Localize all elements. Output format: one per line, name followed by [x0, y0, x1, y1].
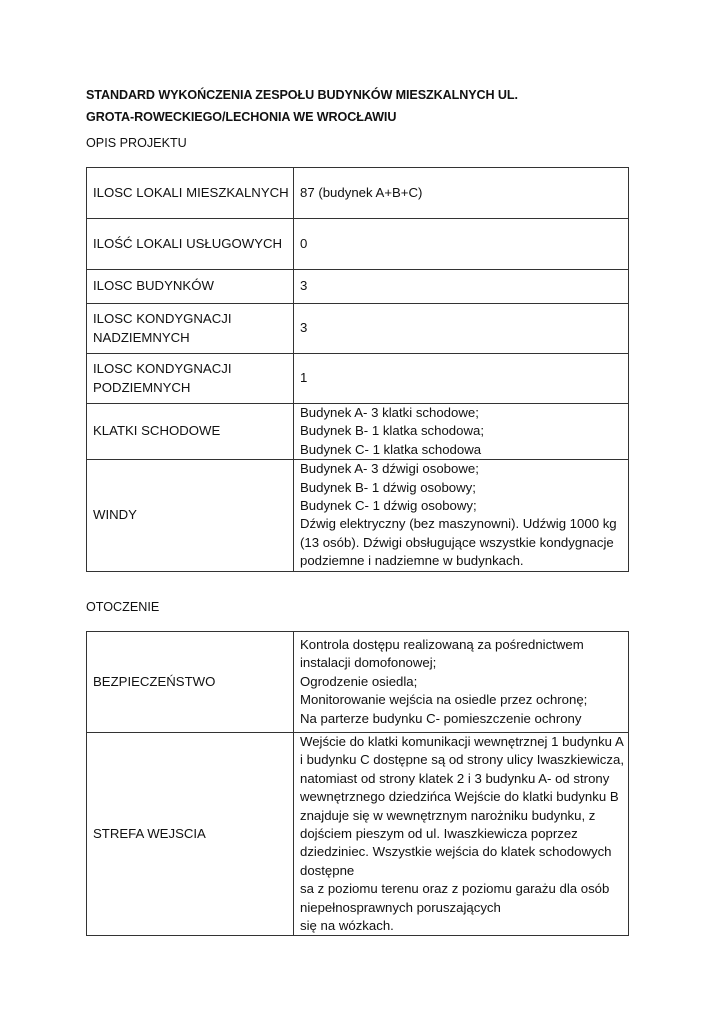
value-line: Budynek C- 1 klatka schodowa — [300, 441, 482, 457]
table-row — [87, 632, 629, 733]
table-row — [87, 168, 629, 219]
value-line: Wejście do klatki komunikacji wewnętrznej 1 budynku A i budynku C dostępne są od strony ulicy Iwaszkiewicza, natomiast od strony klatek 2 i 3 budynku A- od strony wewnętrznego dziedzińca Wejście do klatki budynku B znajduje się w wewnętrznym narożniku budynku, z dojściem pieszym od ul. Iwaszkiewicza poprzez dziedziniec. Wszystkie wejścia do klatek schodowych dostępne — [300, 734, 624, 878]
project-description-table — [86, 167, 629, 572]
row-value — [294, 404, 629, 460]
row-label: BEZPIECZEŃSTWO — [87, 632, 294, 733]
section-heading-otoczenie: OTOCZENIE — [86, 600, 160, 614]
row-value: 3 — [294, 270, 629, 304]
table-row — [87, 460, 629, 571]
table-row — [87, 404, 629, 460]
value-line: Na parterze budynku C- pomieszczenie ochrony — [300, 710, 582, 726]
value-line: Budynek B- 1 klatka schodowa; — [300, 423, 484, 439]
table-row — [87, 219, 629, 270]
table-row — [87, 270, 629, 304]
surroundings-table — [86, 631, 629, 936]
value-line: Monitorowanie wejścia na osiedle przez ochronę; — [300, 692, 588, 708]
row-value: 0 — [294, 219, 629, 270]
row-label: ILOŚĆ LOKALI USŁUGOWYCH — [87, 219, 294, 270]
row-label: STREFA WEJSCIA — [87, 733, 294, 936]
value-line: Budynek A- 3 dźwigi osobowe; — [300, 461, 479, 477]
value-line: Budynek B- 1 dźwig osobowy; — [300, 479, 476, 495]
table-row — [87, 733, 629, 936]
table-row — [87, 304, 629, 354]
row-label: ILOSC LOKALI MIESZKALNYCH — [87, 168, 294, 219]
row-label: WINDY — [87, 460, 294, 571]
row-value: 1 — [294, 354, 629, 404]
row-value: 3 — [294, 304, 629, 354]
value-line: się na wózkach. — [300, 918, 394, 934]
value-line: Dźwig elektryczny (bez maszynowni). Udźwig 1000 kg (13 osób). Dźwigi obsługujące wszystkie kondygnacje podziemne i nadziemne w budynkach. — [300, 516, 617, 569]
document-title: STANDARD WYKOŃCZENIA ZESPOŁU BUDYNKÓW MIESZKALNYCH UL. GROTA-ROWECKIEGO/LECHONIA WE WROCŁAWIU — [86, 88, 518, 124]
value-line: Budynek A- 3 klatki schodowe; — [300, 405, 479, 420]
table-row — [87, 354, 629, 404]
row-value — [294, 632, 629, 733]
row-label: ILOSC KONDYGNACJI PODZIEMNYCH — [87, 354, 294, 404]
value-line: Kontrola dostępu realizowaną za pośrednictwem instalacji domofonowej; — [300, 636, 584, 671]
row-label: ILOSC KONDYGNACJI NADZIEMNYCH — [87, 304, 294, 354]
row-value — [294, 460, 629, 571]
value-line: Ogrodzenie osiedla; — [300, 673, 418, 689]
row-value: 87 (budynek A+B+C) — [294, 168, 629, 219]
row-label: KLATKI SCHODOWE — [87, 404, 294, 460]
row-value — [294, 733, 629, 936]
section-heading-opis-projektu: OPIS PROJEKTU — [86, 136, 187, 150]
value-line: sa z poziomu terenu oraz z poziomu garażu dla osób niepełnosprawnych poruszających — [300, 881, 610, 915]
row-label: ILOSC BUDYNKÓW — [87, 270, 294, 304]
value-line: Budynek C- 1 dźwig osobowy; — [300, 498, 477, 514]
